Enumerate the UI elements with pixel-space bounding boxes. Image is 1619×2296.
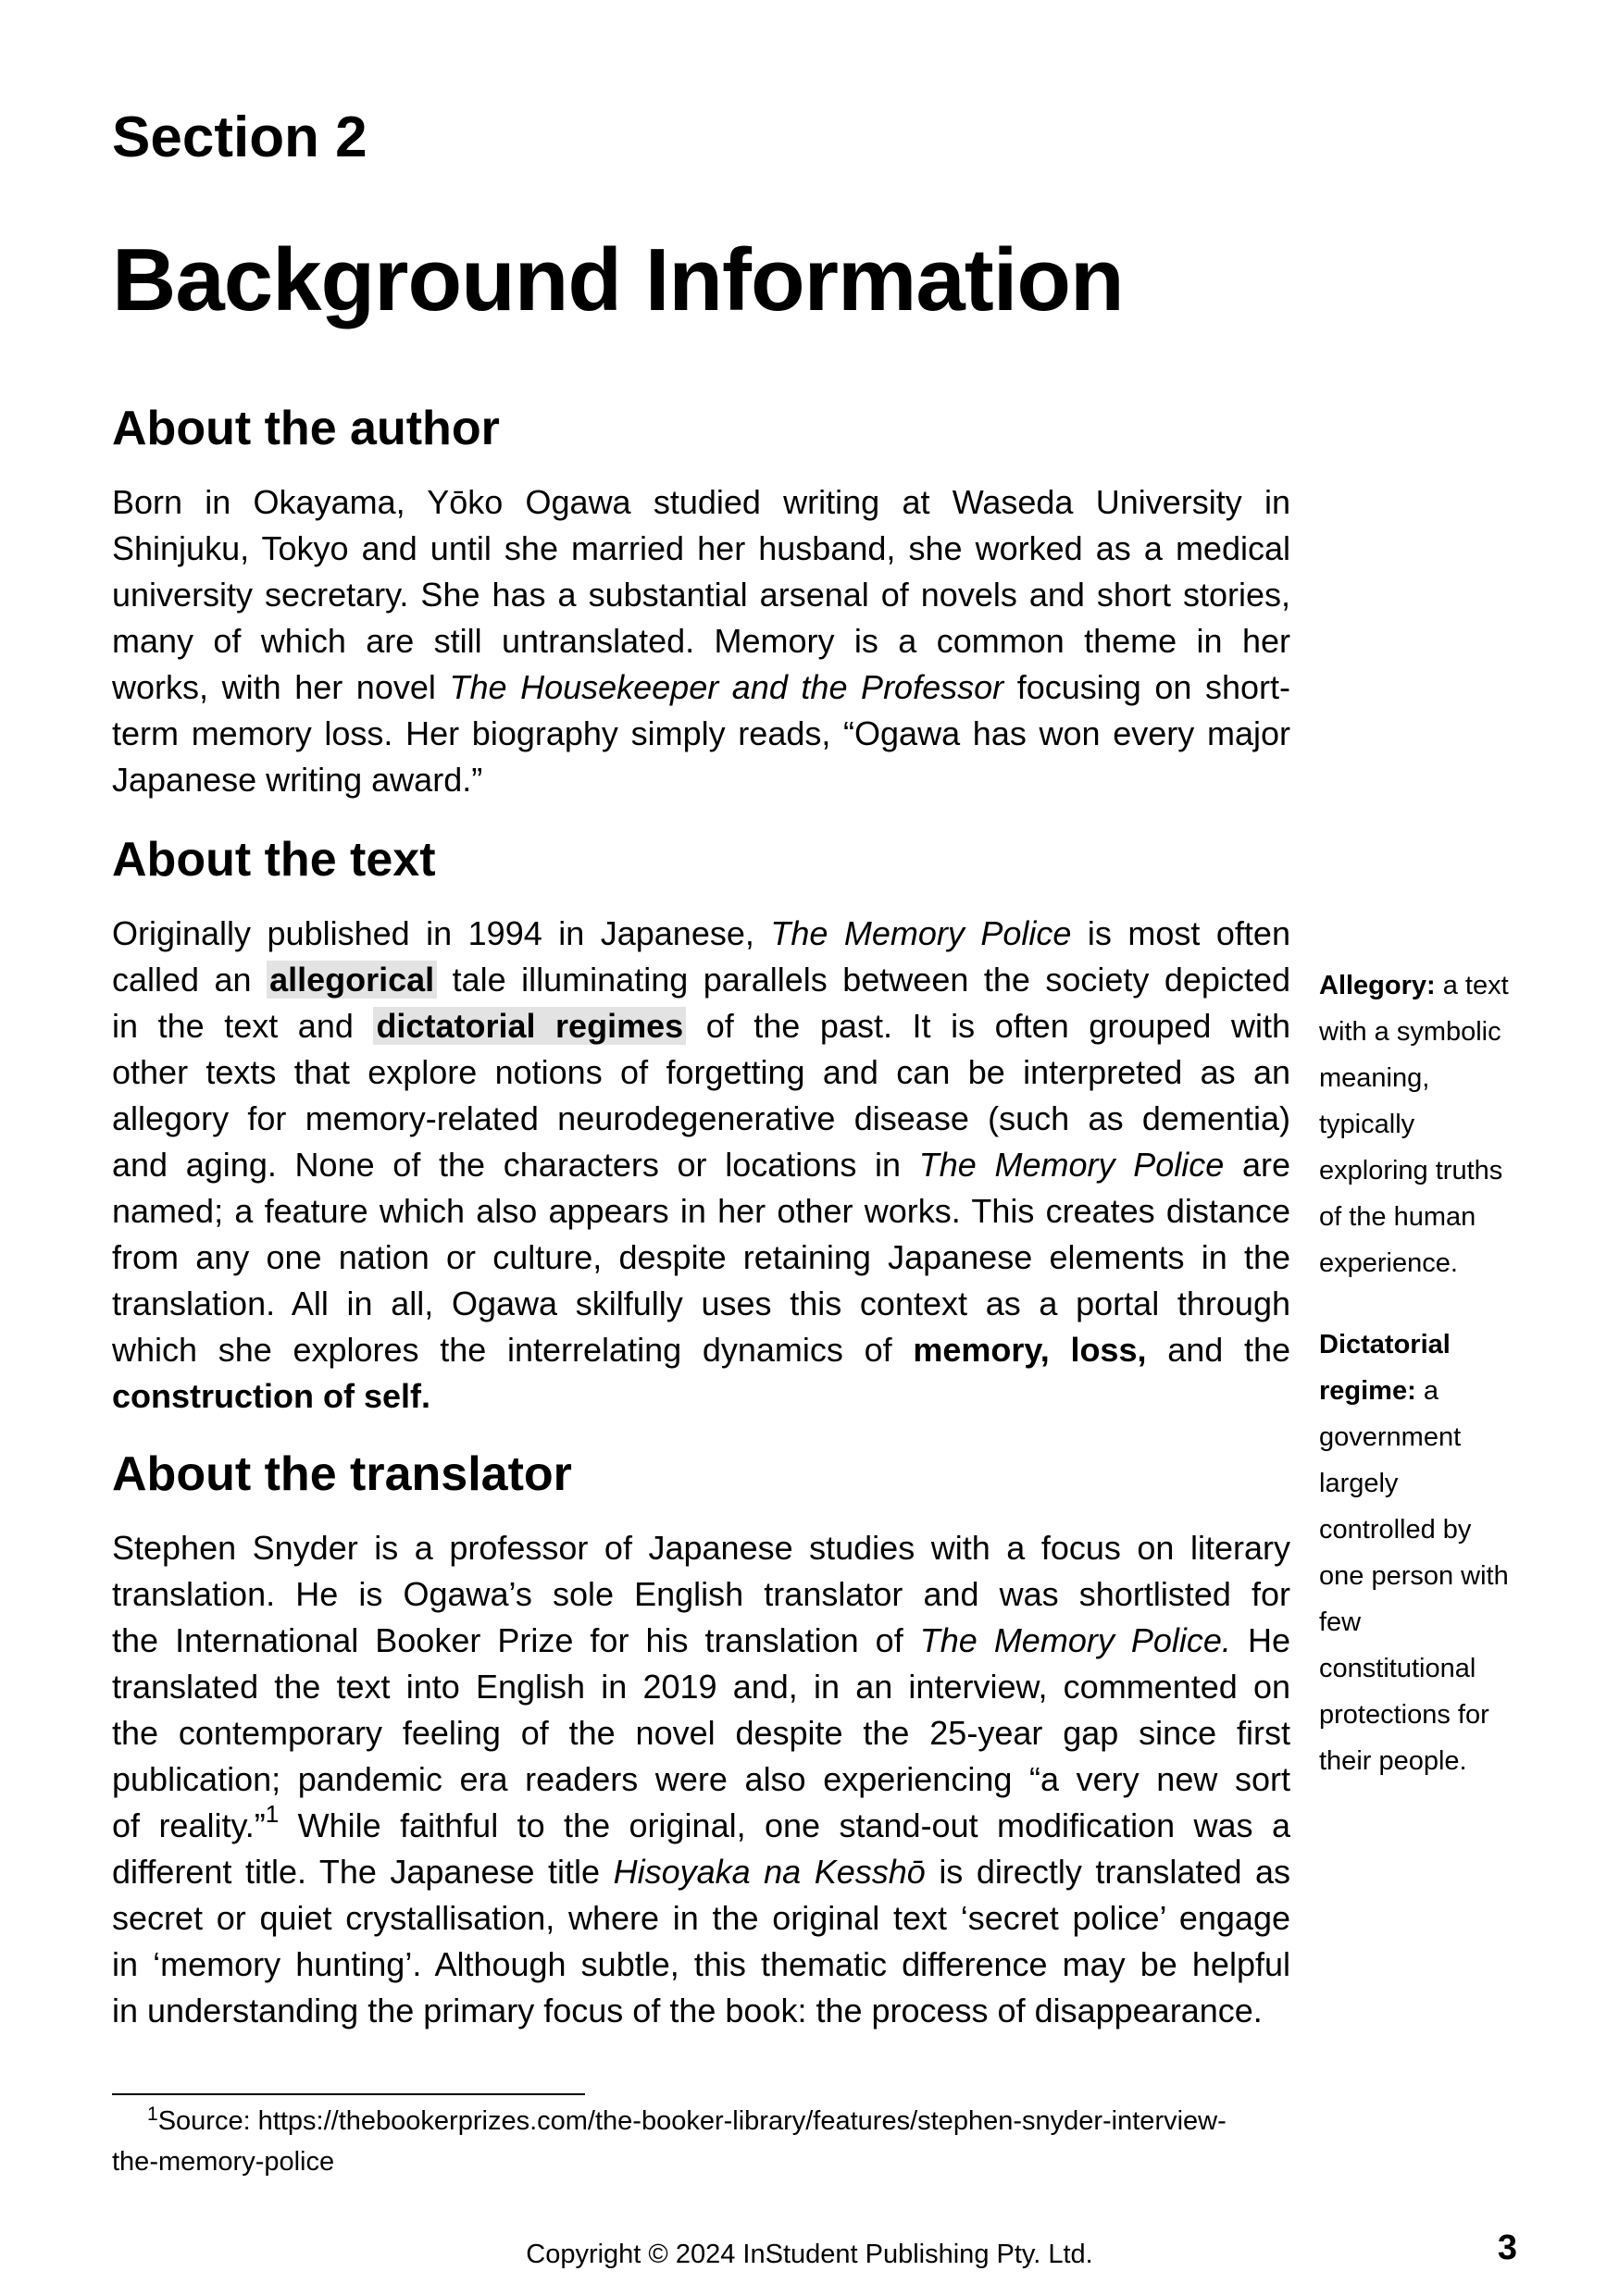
text-line: Stephen Snyder is a professor of Japanese studies with a focus on literary [112,1529,1290,1567]
text-line: many of which are still untranslated. Memory is a common theme in her [112,622,1290,660]
footnote-source[interactable]: Source: https://thebookerprizes.com/the-booker-library/features/stephen-snyder-interview- [157,2106,1227,2136]
heading-about-text: About the text [112,833,436,887]
text-line: different title. The Japanese title Hisoyaka na Kesshō is directly translated as [112,1853,1291,1891]
text-line: secret or quiet crystallisation, where in the original text ‘secret police’ engage [112,1899,1290,1937]
text-line [112,1373,1290,1420]
text-line: Shinjuku, Tokyo and until she married her husband, she worked as a medical [112,529,1290,567]
text-line: works, with her novel The Housekeeper and the Professor focusing on short- [112,668,1290,706]
page-number: 3 [1497,2228,1517,2267]
heading-about-author: About the author [112,402,500,455]
bold-term: construction of self. [112,1377,431,1415]
glossary-term: Dictatorial [1319,1330,1451,1359]
text-line: in ‘memory hunting’. Although subtle, this thematic difference may be helpful [112,1945,1290,1983]
glossary-dictatorial-regime: Dictatorial regime: a government largely controlled by one person with few constitutional protections for their people. [1319,1322,1537,1784]
glossary-term: regime: [1319,1376,1416,1406]
section-number: Section 2 [112,105,367,169]
book-title: The Memory Police [918,1146,1225,1184]
text-line: Originally published in 1994 in Japanese, The Memory Police is most often [112,914,1290,952]
text-line: other texts that explore notions of forgetting and can be interpreted as an [112,1053,1290,1091]
book-title: The Housekeeper and the Professor [449,668,1004,706]
text-line: Born in Okayama, Yōko Ogawa studied writing at Waseda University in [112,483,1290,521]
bold-term: memory, [913,1331,1050,1369]
heading-about-translator: About the translator [112,1447,572,1501]
text-line: allegory for memory-related neurodegenerative disease (such as dementia) [112,1099,1290,1137]
highlighted-term-dictatorial-regimes: dictatorial regimes [373,1007,686,1045]
text-line: in understanding the primary focus of the book: the process of disappearance. [112,1992,1263,2029]
paragraph-text [112,911,1290,1420]
text-line: called an allegorical tale illuminating parallels between the society depicted [112,961,1291,999]
text-line: the International Booker Prize for his translation of The Memory Police. He [112,1621,1290,1659]
page-title: Background Information [112,230,1124,329]
paragraph-author [112,479,1290,803]
text-line: university secretary. She has a substantial arsenal of novels and short stories, [112,576,1290,614]
text-line: the contemporary feeling of the novel despite the 25-year gap since first [112,1714,1290,1752]
footnote-source-cont[interactable]: the-memory-police [112,2147,335,2177]
text-line: named; a feature which also appears in her other works. This creates distance [112,1192,1290,1230]
text-line: from any one nation or culture, despite retaining Japanese elements in the [112,1238,1290,1276]
highlighted-term-allegorical: allegorical [267,961,437,999]
bold-term: loss, [1070,1331,1147,1369]
text-line: translation. All in all, Ogawa skilfully uses this context as a portal through [112,1285,1290,1322]
text-line: of reality.”$^1$ While faithful to the original, one stand-out modification was a [112,1800,1290,1844]
text-line: in the text and dictatorial regimes of the past. It is often grouped with [112,1007,1290,1045]
text-line: which she explores the interrelating dynamics of memory, loss, and the [112,1331,1291,1369]
glossary-allegory: Allegory: a text with a symbolic meaning, typically exploring truths of the human experience. [1319,971,1509,1278]
footnote-reference[interactable]: 1 [265,1800,280,1828]
book-title: The Memory Police [770,914,1072,952]
text-line: Japanese writing award.” [112,761,483,799]
footnote-marker: 1 [147,2104,158,2125]
text-line: term memory loss. Her biography simply reads, “Ogawa has won every major [112,714,1290,752]
japanese-title: Hisoyaka na Kesshō [613,1853,926,1891]
footnote-divider [112,2093,585,2095]
text-line: translated the text into English in 2019 and, in an interview, commented on [112,1668,1290,1706]
glossary-term: Allegory: [1319,971,1436,1000]
paragraph-translator [112,1525,1290,2034]
book-title: The Memory Police. [919,1621,1231,1659]
text-line: and aging. None of the characters or locations in The Memory Police are [112,1146,1290,1184]
text-line: translation. He is Ogawa’s sole English translator and was shortlisted for [112,1575,1290,1613]
footnote [112,2101,1290,2182]
copyright-footer: Copyright © 2024 InStudent Publishing Pty. Ltd. [526,2240,1093,2269]
text-line: publication; pandemic era readers were also experiencing “a very new sort [112,1760,1290,1798]
